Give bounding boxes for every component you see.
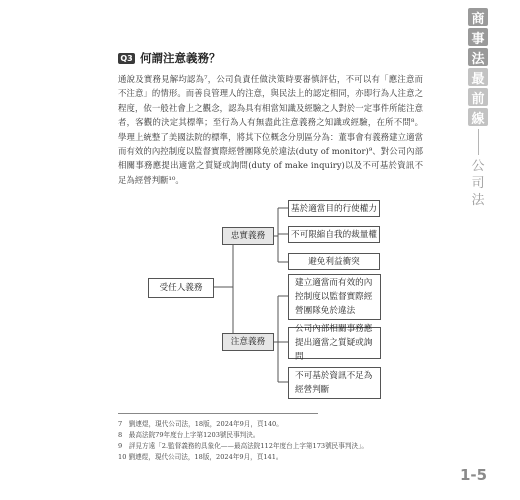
body-paragraph: 通說及實務見解均認為⁷，公司負責任做決策時要審慎評估，不可以有「應注意而不注意」的情形。而善良管理人的注意，與民法上的認定相同，亦即行為人注意之程度，依一般社會上之觀念，認為具有相當知識及經驗之人對於一定事件所能注意者，客觀的決定其標準；至行為人有無盡此注意義務之知識或經驗，在所不問⁸。學理上統整了美國法院的標準，將其下位概念分別區分為：董事會有義務建立適當而有效的內控制度以監督實際經營團隊免於違法(duty of monitor)⁹、對公司內部相關事務應提出適當之質疑或詢問(duty of make inquiry)以及不可基於資訊不足為經營判斷¹⁰。 xyxy=(118,74,423,185)
side-tab-char: 法 xyxy=(468,48,488,66)
footnote: 8 最高法院79年度台上字第1203號民事判決。 xyxy=(118,431,260,439)
care-item: 建立適當而有效的內控制度以監督實際經營團隊免於違法 xyxy=(288,274,381,320)
side-tab-char: 最 xyxy=(468,68,488,86)
footnote-rule xyxy=(118,413,318,414)
footnote: 7 劉連煜，現代公司法，18版，2024年9月，頁140。 xyxy=(118,420,283,428)
side-tab-char: 商 xyxy=(468,8,488,26)
loyalty-item: 不可限縮自我的裁量權 xyxy=(288,226,380,243)
side-tab-sub-char: 公 xyxy=(471,159,485,174)
question-badge: Q3 xyxy=(118,53,135,64)
loyalty-item: 基於適當目的行使權力 xyxy=(288,200,380,217)
loyalty-duty-box: 忠實義務 xyxy=(222,227,274,245)
side-tab-char: 事 xyxy=(468,28,488,46)
care-item: 不可基於資訊不足為經營判斷 xyxy=(288,367,381,399)
loyalty-item: 避免利益衝突 xyxy=(288,253,380,270)
side-tab-char: 前 xyxy=(468,88,488,106)
care-item: 公司內部相關事務應提出適當之質疑或詢問 xyxy=(288,327,381,359)
question-title: 何謂注意義務？ xyxy=(140,51,221,65)
root-duty-box: 受任人義務 xyxy=(148,278,214,298)
side-tab-sub-char: 法 xyxy=(471,193,485,208)
care-duty-box: 注意義務 xyxy=(222,333,274,351)
footnote: 9 評見方遠「2.監督義務的具象化——最高法院112年度台上字第173號民事判決」。 xyxy=(118,442,368,450)
side-tab-sub-char: 司 xyxy=(471,176,485,191)
page-number: 1-5 xyxy=(460,466,488,484)
side-tab-char: 線 xyxy=(468,108,488,126)
footnotes xyxy=(118,419,448,463)
footnote: 10 劉連煜，現代公司法，18版，2024年9月，頁141。 xyxy=(118,453,283,461)
